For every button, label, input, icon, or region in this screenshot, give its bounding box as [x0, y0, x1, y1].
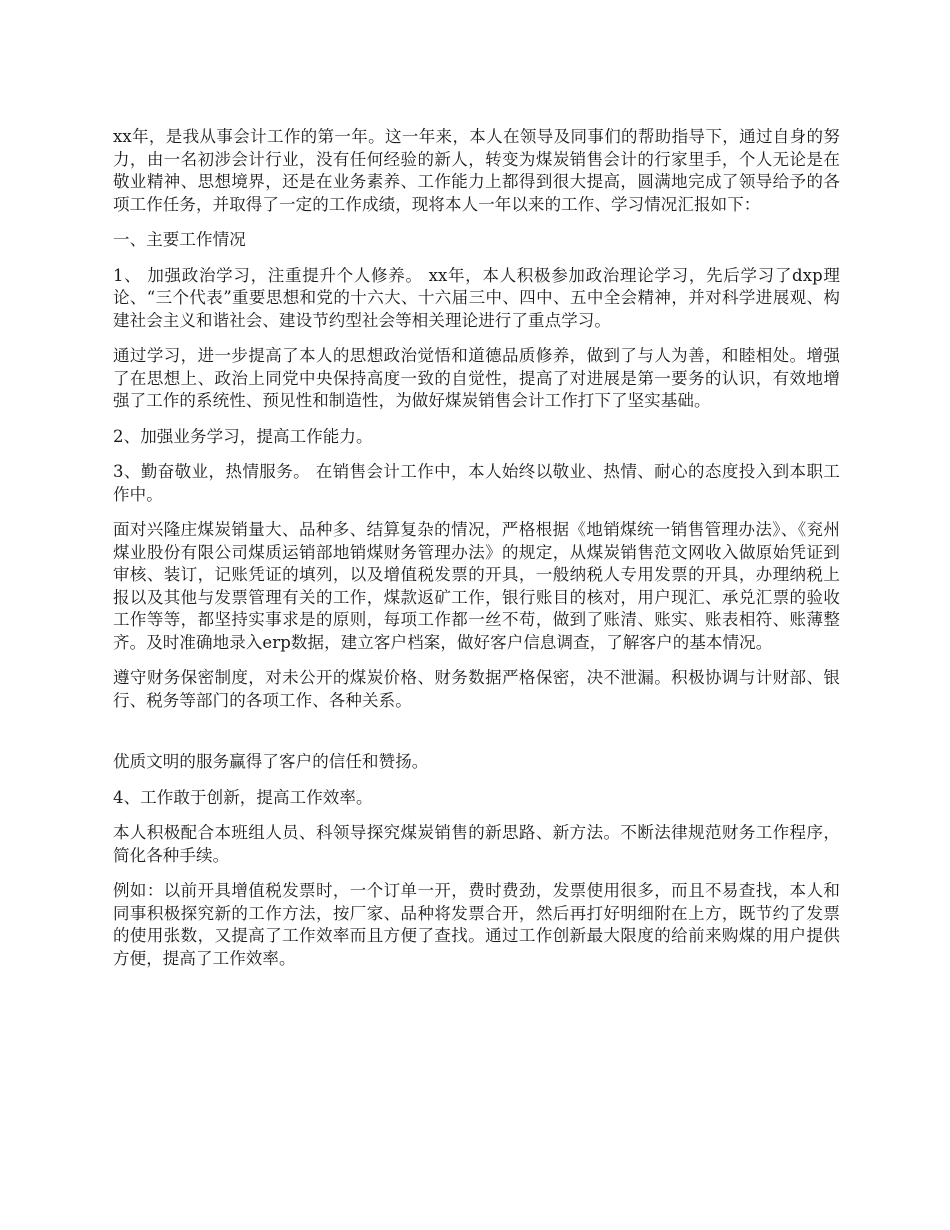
intro-paragraph: xx年，是我从事会计工作的第一年。这一年来，本人在领导及同事们的帮助指导下，通过自身的努力，由一名初涉会计行业，没有任何经验的新人，转变为煤炭销售会计的行家里手，个人无论是在敬业精神、思想境界，还是在业务素养、工作能力上都得到很大提高，圆满地完成了领导给予的各项工作任务，并取得了一定的工作成绩，现将本人一年以来的工作、学习情况汇报如下：: [113, 127, 840, 214]
item-3-diligent-service: 3、勤奋敬业，热情服务。 在销售会计工作中，本人始终以敬业、热情、耐心的态度投入到本职工作中。: [113, 462, 840, 504]
service-praise-paragraph: 优质文明的服务赢得了客户的信任和赞扬。: [113, 752, 429, 771]
section-heading-main-work: 一、主要工作情况: [113, 230, 246, 249]
confidentiality-paragraph: 遵守财务保密制度，对未公开的煤炭价格、财务数据严格保密，决不泄漏。积极协调与计财部、银行、税务等部门的各项工作、各种关系。: [113, 668, 840, 710]
example-paragraph: 例如：以前开具增值税发票时，一个订单一开，费时费劲，发票使用很多，而且不易查找，本人和同事积极探究新的工作方法，按厂家、品种将发票合开，然后再打好明细附在上方，既节约了发票的使用张数，又提高了工作效率而且方便了查找。通过工作创新最大限度的给前来购煤的用户提供方便，提高了工作效率。: [113, 881, 840, 968]
cooperation-paragraph: 本人积极配合本班组人员、科领导探究煤炭销售的新思路、新方法。不断法律规范财务工作程序，简化各种手续。: [113, 823, 840, 865]
item-2-business-study: 2、加强业务学习，提高工作能力。: [113, 426, 373, 446]
sales-accounting-paragraph: 面对兴隆庄煤炭销量大、品种多、结算复杂的情况，严格根据《地销煤统一销售管理办法》、《兖州煤业股份有限公司煤质运销部地销煤财务管理办法》的规定，从煤炭销售范文网收入做原始凭证到审核、装订，记账凭证的填列，以及增值税发票的开具，一般纳税人专用发票的开具，办理纳税上报以及其他与发票管理有关的工作，煤款返矿工作，银行账目的核对，用户现汇、承兑汇票的验收工作等等，都坚持实事求是的原则，每项工作都一丝不苟，做到了账清、账实、账表相符、账薄整齐。及时准确地录入erp数据，建立客户档案，做好客户信息调查，了解客户的基本情况。: [113, 520, 840, 652]
document-body: [113, 126, 840, 983]
blank-spacer: [113, 725, 840, 751]
item-1-political-study: 1、 加强政治学习，注重提升个人修养。 xx年，本人积极参加政治理论学习，先后学习了dxp理论、“三个代表”重要思想和党的十六大、十六届三中、四中、五中全会精神，并对科学进展观、构建社会主义和谐社会、建设节约型社会等相关理论进行了重点学习。: [113, 265, 840, 330]
item-4-innovation: 4、工作敢于创新，提高工作效率。: [113, 787, 373, 807]
study-outcome-paragraph: 通过学习，进一步提高了本人的思想政治觉悟和道德品质修养，做到了与人为善，和睦相处。增强了在思想上、政治上同党中央保持高度一致的自觉性，提高了对进展是第一要务的认识，有效地增强了工作的系统性、预见性和制造性，为做好煤炭销售会计工作打下了坚实基础。: [113, 346, 840, 410]
